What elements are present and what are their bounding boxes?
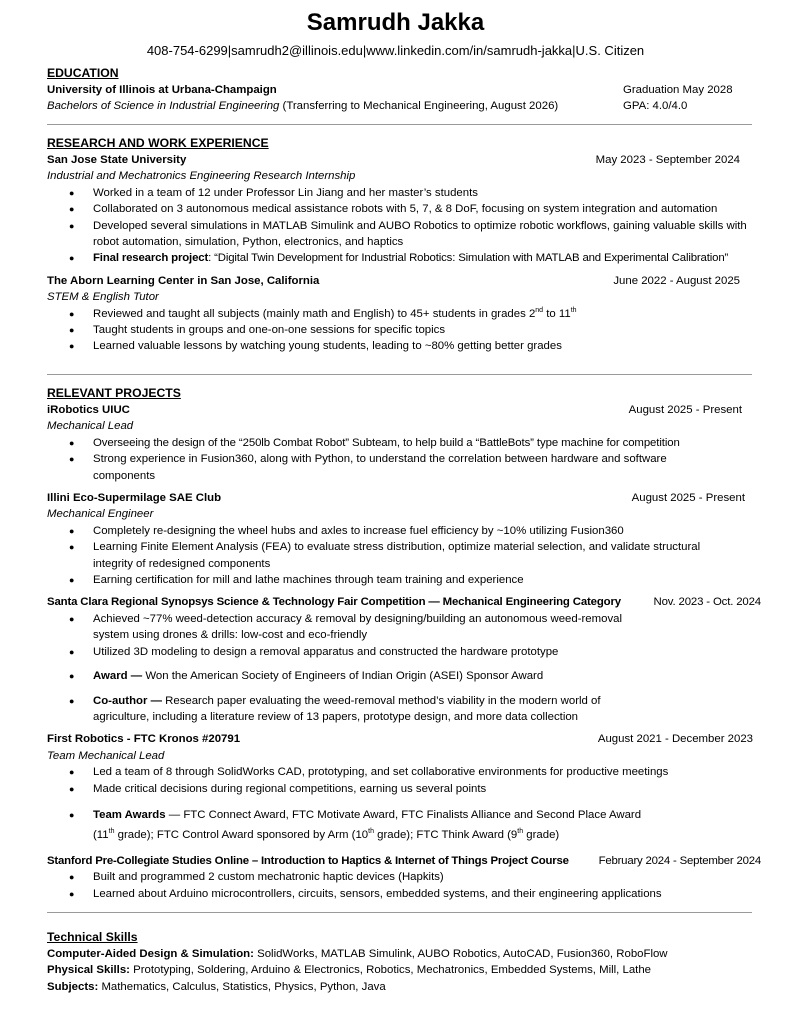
list-item: ● Developed several simulations in MATLAB Simulink and AUBO Robotics to optimize robotic workflows, gaining valuable skills with robot automation, simulation, Python, electronics, and haptics	[47, 218, 771, 251]
list-item: ● Learned about Arduino microcontrollers, circuits, sensors, embedded systems, and their engineering applications	[47, 886, 761, 902]
project-dates: Nov. 2023 - Oct. 2024	[653, 596, 761, 609]
project-bullets	[47, 764, 761, 845]
divider	[47, 374, 752, 375]
skill-text: SolidWorks, MATLAB Simulink, AUBO Robotics, AutoCAD, Fusion360, RoboFlow	[253, 948, 668, 960]
divider	[47, 912, 752, 913]
job-bullets	[47, 306, 771, 355]
superscript: nd	[535, 306, 544, 314]
list-item	[47, 668, 761, 684]
list-item: ● Led a team of 8 through SolidWorks CAD, prototyping, and set collaborative environments for productive meetings	[47, 764, 761, 780]
job-org: San Jose State University	[47, 154, 187, 166]
project-bullets	[47, 435, 761, 484]
education-section	[47, 65, 751, 115]
education-school: University of Illinois at Urbana-Champaign	[47, 84, 277, 96]
projects-section	[47, 385, 761, 902]
project-org: Stanford Pre-Collegiate Studies Online – Introduction to Haptics & Internet of Things Project Course	[47, 854, 569, 867]
superscript: th	[570, 306, 577, 314]
skill-label: Physical Skills:	[47, 964, 130, 977]
bullet-label: Co-author —	[93, 694, 162, 707]
list-item: ● Earning certification for mill and lathe machines through team training and experience	[47, 572, 761, 588]
project-org: Illini Eco-Supermilage SAE Club	[47, 492, 222, 505]
education-graduation: Graduation May 2028	[623, 84, 733, 96]
project-dates: August 2025 - Present	[628, 404, 742, 416]
project-role: Mechanical Lead	[47, 420, 134, 433]
list-item	[47, 250, 771, 266]
list-item: ● Strong experience in Fusion360, along with Python, to understand the correlation between hardware and software components	[47, 451, 761, 484]
list-item: ● Completely re-designing the wheel hubs and axles to increase fuel efficiency by ~10% utilizing Fusion360	[47, 523, 761, 539]
superscript: th	[108, 828, 115, 836]
bullet-text: grade); FTC Think Award (9	[373, 828, 518, 841]
divider	[47, 124, 752, 125]
skill-label: Computer-Aided Design & Simulation:	[47, 948, 254, 960]
bullet-text: Won the American Society of Engineers of Indian Origin (ASEI) Sponsor Award	[142, 670, 544, 683]
project-org: First Robotics - FTC Kronos #20791	[47, 733, 241, 746]
bullet-text: grade)	[523, 828, 560, 841]
project-org: Santa Clara Regional Synopsys Science & Technology Fair Competition — Mechanical Engineering Category	[47, 596, 621, 609]
skills-subjects	[47, 979, 751, 995]
projects-title: RELEVANT PROJECTS	[47, 386, 181, 400]
skills-physical	[47, 962, 751, 978]
superscript: th	[368, 828, 374, 836]
superscript: th	[517, 828, 524, 836]
list-item: ● Worked in a team of 12 under Professor Lin Jiang and her master’s students	[47, 185, 771, 201]
list-item: ● Made critical decisions during regional competitions, earning us several points	[47, 781, 761, 797]
contact-line: 408-754-6299|samrudh2@illinois.edu|www.linkedin.com/in/samrudh-jakka|U.S. Citizen	[146, 43, 645, 58]
education-transfer-note: (Transferring to Mechanical Engineering, August 2026)	[279, 100, 559, 113]
project-bullets	[47, 523, 761, 589]
bullet-text: (11	[93, 828, 109, 841]
skills-cad	[47, 946, 751, 962]
resume-name: Samrudh Jakka	[306, 9, 485, 36]
education-title: EDUCATION	[47, 66, 119, 80]
list-item: ● Collaborated on 3 autonomous medical assistance robots with 5, 7, & 8 DoF, focusing on system integration and automation	[47, 201, 771, 217]
education-degree: Bachelors of Science in Industrial Engineering	[47, 100, 280, 113]
project-role: Team Mechanical Lead	[47, 749, 165, 762]
project-bullets	[47, 869, 761, 902]
list-item: ● Learning Finite Element Analysis (FEA) to evaluate stress distribution, optimize material selection, and validate structural integrity of redesigned components	[47, 539, 761, 572]
list-item: ● Taught students in groups and one-on-one sessions for specific topics	[47, 322, 771, 338]
skill-label: Subjects:	[47, 980, 99, 993]
bullet-text: : “Digital Twin Development for Industrial Robotics: Simulation with MATLAB and Experimental Calibration”	[208, 252, 729, 265]
list-item: ● Overseeing the design of the “250lb Combat Robot” Subteam, to help build a “BattleBots” type machine for competition	[47, 435, 761, 451]
bullet-text: Reviewed and taught all subjects (mainly math and English) to 45+ students in grades 2	[93, 307, 536, 320]
job-role: Industrial and Mechatronics Engineering Research Internship	[47, 170, 356, 183]
bullet-label: Team Awards	[93, 808, 166, 821]
list-item: ● Built and programmed 2 custom mechatronic haptic devices (Hapkits)	[47, 869, 761, 885]
list-item	[47, 805, 761, 845]
experience-title: RESEARCH AND WORK EXPERIENCE	[47, 136, 269, 150]
experience-section	[47, 135, 771, 355]
job-bullets	[47, 185, 771, 267]
bullet-text: — FTC Connect Award, FTC Motivate Award, FTC Finalists Alliance and Second Place Award	[165, 808, 642, 821]
skill-text: Prototyping, Soldering, Arduino & Electronics, Robotics, Mechatronics, Embedded Systems, Mill, Lathe	[129, 964, 652, 977]
list-item	[47, 306, 771, 322]
job-dates: June 2022 - August 2025	[613, 274, 740, 287]
job-role: STEM & English Tutor	[47, 291, 159, 304]
project-org: iRobotics UIUC	[47, 404, 130, 416]
skills-section	[47, 929, 751, 995]
list-item	[47, 693, 761, 726]
job-org: The Aborn Learning Center in San Jose, California	[47, 274, 320, 287]
project-dates: February 2024 - September 2024	[598, 854, 761, 867]
project-bullets	[47, 611, 761, 725]
education-gpa: GPA: 4.0/4.0	[623, 100, 688, 113]
bullet-text: Research paper evaluating the weed-removal method’s viability in the modern world of agriculture, including a literature review of 13 papers, prototype design, and more data collection	[93, 694, 601, 723]
project-dates: August 2025 - Present	[631, 492, 745, 505]
bullet-text: grade); FTC Control Award sponsored by Arm (10	[114, 828, 369, 841]
list-item: ● Learned valuable lessons by watching young students, leading to ~80% getting better grades	[47, 338, 771, 354]
list-item: ● Achieved ~77% weed-detection accuracy & removal by designing/building an autonomous weed-removal system using drones & drills: low-cost and eco-friendly	[47, 611, 761, 644]
bullet-label: Final research project	[93, 252, 209, 265]
list-item: ● Utilized 3D modeling to design a removal apparatus and constructed the hardware prototype	[47, 644, 761, 660]
bullet-text: to 11	[543, 307, 571, 320]
job-dates: May 2023 - September 2024	[595, 154, 740, 166]
project-dates: August 2021 - December 2023	[597, 733, 753, 746]
education-degree-line	[47, 98, 558, 114]
skill-text: Mathematics, Calculus, Statistics, Physics, Python, Java	[98, 980, 386, 993]
bullet-label: Award —	[93, 670, 143, 683]
project-role: Mechanical Engineer	[47, 508, 154, 521]
skills-title: Technical Skills	[47, 930, 138, 944]
